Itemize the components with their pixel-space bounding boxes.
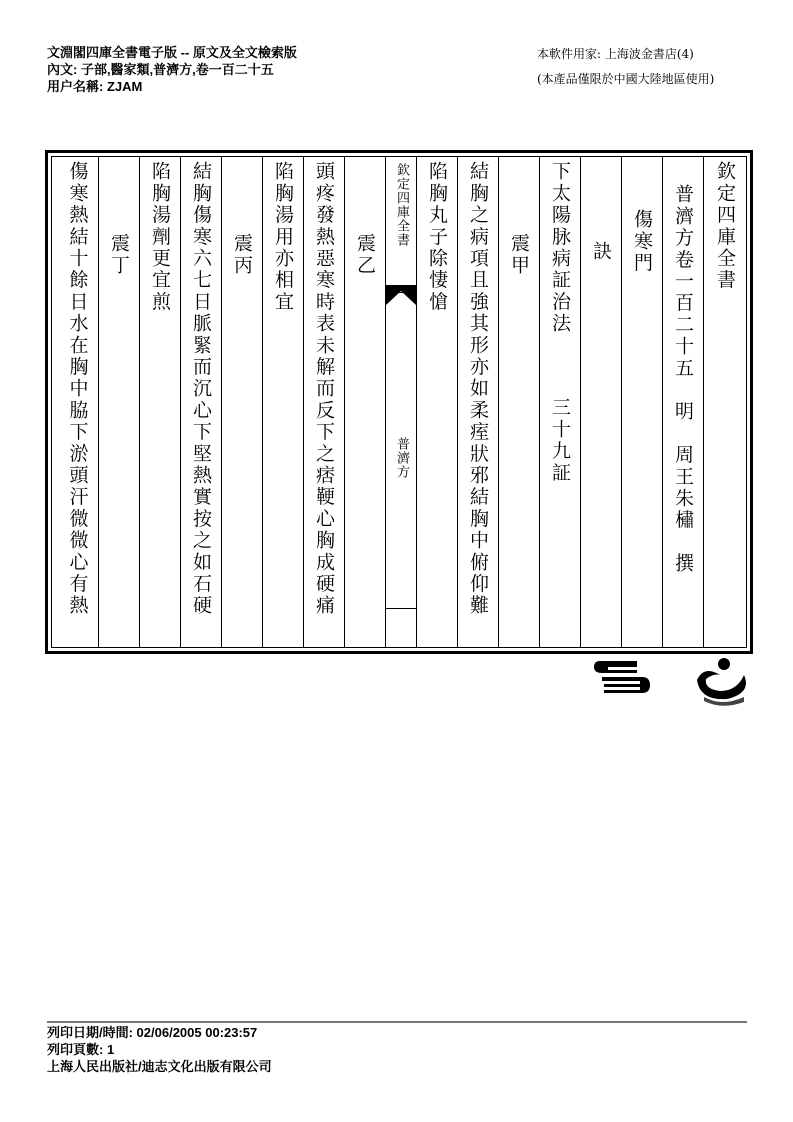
print-footer: [47, 1024, 272, 1075]
text-column: [703, 157, 746, 647]
verse-heading: 震乙: [354, 233, 376, 277]
username: 用户名稱: ZJAM: [47, 79, 143, 94]
verse-heading: 震丙: [231, 233, 253, 277]
verse-line: 結胸之病項且強其形亦如柔痓狀邪結胸中俯仰難: [467, 161, 489, 617]
center-divider: [386, 608, 416, 609]
section-heading: 傷寒門: [631, 209, 653, 275]
books-logo-icon: [594, 661, 650, 693]
edition-title: 文淵閣四庫全書電子版 -- 原文及全文檢索版: [47, 45, 297, 60]
page-frame: [45, 150, 753, 654]
verse-line: 陷胸湯劑更宜煎: [149, 161, 171, 313]
text-column: [180, 157, 221, 647]
text-column: [621, 157, 662, 647]
text-column: [57, 157, 98, 647]
verse-heading: 震丁: [108, 233, 130, 277]
text-column: [344, 157, 385, 647]
text-column: [262, 157, 303, 647]
usage-restriction: (本產品僅限於中國大陸地區使用): [537, 72, 715, 86]
content-path: 內文: 子部,醫家類,普濟方,卷一百二十五: [47, 62, 274, 77]
publisher-logo: [592, 655, 752, 710]
verse-line: 傷寒熱結十餘日水在胸中脇下淤頭汗微微心有熱: [66, 161, 89, 617]
book-title: 欽定四庫全書: [714, 161, 736, 292]
text-column: [416, 157, 457, 647]
text-column: [221, 157, 262, 647]
subsection-heading: 訣: [590, 241, 612, 263]
volume-title: 普濟方卷一百二十五 明 周王朱橚 撰: [672, 184, 694, 575]
brush-logo-icon: [697, 658, 746, 706]
print-datetime: 列印日期/時間: 02/06/2005 00:23:57: [47, 1025, 258, 1040]
center-book-title: 欽定四庫全書: [394, 163, 409, 247]
verse-heading: 震甲: [508, 233, 530, 277]
text-column: [139, 157, 180, 647]
text-column: [303, 157, 344, 647]
chapter-heading: 下太陽脉病証治法: [549, 161, 571, 335]
text-column: [580, 157, 621, 647]
footer-divider: [47, 1021, 747, 1023]
verse-line: 陷胸丸子除悽愴: [426, 161, 448, 313]
document-header: [47, 44, 297, 95]
text-column: [498, 157, 539, 647]
text-column: [457, 157, 498, 647]
license-info: [537, 46, 714, 88]
fishtail-mark: [386, 285, 416, 305]
center-section: 普濟方: [394, 437, 409, 479]
center-fold-column: [385, 157, 416, 647]
publisher: 上海人民出版社/迪志文化出版有限公司: [47, 1059, 272, 1074]
text-column: [662, 157, 703, 647]
licensee: 本軟件用家: 上海波金書店(4): [537, 47, 694, 61]
chapter-note: 三十九証: [549, 397, 571, 484]
verse-line: 結胸傷寒六七日脈緊而沉心下堅熱實按之如石硬: [190, 161, 212, 617]
verse-line: 陷胸湯用亦相宜: [272, 161, 294, 313]
text-column: [539, 157, 580, 647]
print-page-count: 列印頁數: 1: [47, 1042, 115, 1057]
verse-line: 頭疼發熱惡寒時表未解而反下之痞鞕心胸成硬痛: [313, 161, 335, 617]
text-column: [98, 157, 139, 647]
